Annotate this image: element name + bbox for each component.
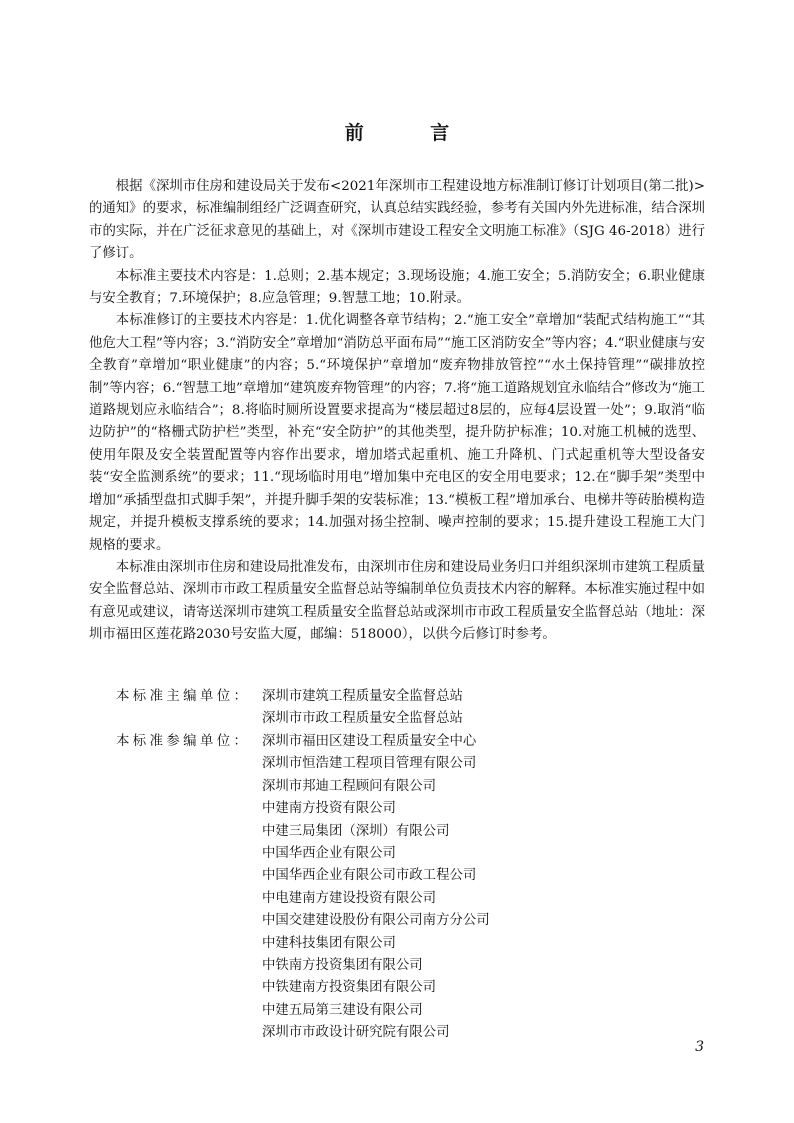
participant-unit: 中建三局集团（深圳）有限公司 [262, 823, 450, 839]
editor-units-label: 本标准主编单位： [116, 689, 251, 704]
participant-unit: 中铁南方投资集团有限公司 [262, 958, 423, 974]
editor-unit: 深圳市建筑工程质量安全监督总站 [262, 689, 463, 704]
participant-units-list [262, 731, 705, 1045]
editor-unit: 深圳市市政工程质量安全监督总站 [262, 711, 463, 727]
editor-units-row [89, 686, 705, 731]
paragraph-revision-basis: 根据《深圳市住房和建设局关于发布<2021年深圳市工程建设地方标准制订修订计划项目(第二批)>的通知》的要求，标准编制组经广泛调查研究，认真总结实践经验，参考有关国内外先进标准，结合深圳市的实际，并在广泛征求意见的基础上，对《深圳市建设工程安全文明施工标准》（SJG 46-2018）进行了修订。 [89, 179, 705, 262]
participant-unit: 深圳市福田区建设工程质量安全中心 [262, 734, 477, 749]
participant-unit: 中建五局第三建设有限公司 [262, 1002, 423, 1018]
editor-units-block [89, 686, 705, 731]
participant-unit: 深圳市邦迪工程顾问有限公司 [262, 778, 437, 794]
participant-unit: 中电建南方建设投资有限公司 [262, 890, 437, 906]
participant-units-label: 本标准参编单位： [116, 734, 251, 749]
participant-unit: 深圳市恒浩建工程项目管理有限公司 [262, 756, 477, 772]
participant-unit: 中国华西企业有限公司市政工程公司 [262, 868, 477, 884]
participant-unit: 中国交建建设股份有限公司南方分公司 [262, 913, 490, 929]
participant-units-row [89, 731, 705, 1045]
participant-unit: 中建南方投资有限公司 [262, 801, 396, 817]
participant-unit: 深圳市市政设计研究院有限公司 [262, 1025, 450, 1041]
page-title: 前 言 [344, 122, 480, 144]
preface-body [89, 176, 705, 647]
editor-units-list [262, 686, 705, 731]
participant-unit: 中铁建南方投资集团有限公司 [262, 980, 437, 996]
paragraph-interpretation: 本标准由深圳市住房和建设局批准发布，由深圳市住房和建设局业务归口并组织深圳市建筑工程质量安全监督总站、深圳市市政工程质量安全监督总站等编制单位负责技术内容的解释。本标准实施过程中如有意见或建议，请寄送深圳市建筑工程质量安全监督总站或深圳市市政工程质量安全监督总站（地址：深圳市福田区莲花路2030号安监大厦，邮编：518000），以供今后修订时参考。 [89, 559, 705, 643]
paragraph-main-contents: 本标准主要技术内容是：1.总则；2.基本规定；3.现场设施；4.施工安全；5.消防安全；6.职业健康与安全教育；7.环境保护；8.应急管理；9.智慧工地；10.附录。 [89, 268, 705, 307]
paragraph-revision-contents: 本标准修订的主要技术内容是：1.优化调整各章节结构；2.“施工安全”章增加“装配式结构施工”“其他危大工程”等内容；3.“消防安全”章增加“消防总平面布局”“施工区消防安全”等内容；4.“职业健康与安全教育”章增加“职业健康”的内容；5.“环境保护”章增加“废弃物排放管控”“水土保持管理”“碳排放控制”等内容；6.“智慧工地”章增加“建筑废弃物管理”的内容；7.将“施工道路规划宜永临结合”修改为“施工道路规划应永临结合”；8.将临时厕所设置要求提高为“楼层超过8层的，应每4层设置一处”；9.取消“临边防护”的“格栅式防护栏”类型，补充“安全防护”的其他类型，提升防护标准；10.对施工机械的选型、使用年限及安全装置配置等内容作出要求，增加塔式起重机、施工升降机、门式起重机等大型设备安装“安全监测系统”的要求；11.“现场临时用电”增加集中充电区的安全用电要求；12.在“脚手架”类型中增加“承插型盘扣式脚手架”，并提升脚手架的安装标准；13.“模板工程”增加承台、电梯井等砖胎模构造规定，并提升模板支撑系统的要求；14.加强对扬尘控制、噪声控制的要求；15.提升建设工程施工大门规格的要求。 [89, 313, 705, 553]
page-number: 3 [695, 1039, 704, 1055]
participant-unit: 中国华西企业有限公司 [262, 846, 396, 862]
participant-units-block [89, 731, 705, 1045]
participant-unit: 中建科技集团有限公司 [262, 935, 396, 951]
